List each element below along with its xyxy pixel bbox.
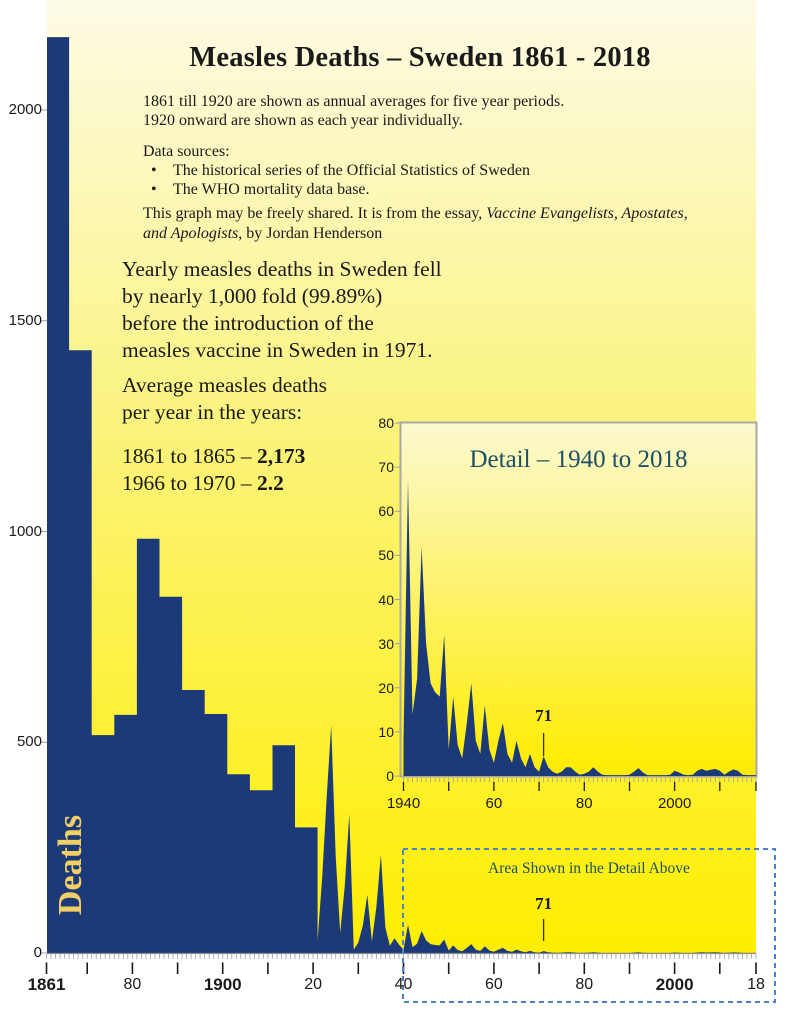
detail-x-tick-label: 1940 <box>386 795 421 812</box>
detail-x-tick-label: 60 <box>485 795 503 812</box>
page-title: Measles Deaths – Sweden 1861 - 2018 <box>189 42 651 73</box>
detail-x-tick-label: 2000 <box>657 795 692 812</box>
note-line-2: 1920 onward are shown as each year individually. <box>143 112 463 129</box>
average-row-period: 1966 to 1970 – <box>122 471 257 495</box>
main-x-tick-label: 1861 <box>27 975 66 994</box>
main-y-tick-label: 1000 <box>8 522 42 540</box>
main-x-tick-label: 60 <box>484 976 503 993</box>
statement-line: before the introduction of the <box>122 311 374 335</box>
averages-intro-line: per year in the years: <box>122 400 303 424</box>
average-row-value: 2.2 <box>256 471 284 495</box>
detail-y-tick-label: 30 <box>378 635 394 652</box>
data-sources-label: Data sources: <box>143 143 230 160</box>
main-y-tick-label: 2000 <box>8 101 42 118</box>
detail-annotation-label-1971: 71 <box>535 706 553 725</box>
average-row-value: 2,173 <box>256 444 306 468</box>
detail-y-tick-label: 60 <box>378 503 394 520</box>
main-x-tick-label: 2000 <box>655 975 694 994</box>
detail-y-tick-label: 50 <box>378 547 394 564</box>
main-x-tick-label: 80 <box>123 976 142 993</box>
detail-x-tick-label: 80 <box>575 795 593 812</box>
average-row <box>122 470 442 496</box>
data-source-item: • The historical series of the Official Statistics of Sweden <box>143 161 713 180</box>
average-row-period: 1861 to 1865 – <box>122 444 257 468</box>
main-y-tick-label: 0 <box>33 944 42 961</box>
main-x-tick-label: 1900 <box>203 975 242 994</box>
main-x-minor-ticks <box>47 954 757 959</box>
y-axis-title: Deaths <box>52 814 89 916</box>
main-x-tick-label: 80 <box>575 976 594 993</box>
detail-y-tick-label: 40 <box>378 591 394 608</box>
detail-y-tick-label: 70 <box>378 459 394 476</box>
statement-line: Yearly measles deaths in Sweden fell <box>122 257 442 281</box>
average-row <box>122 443 442 469</box>
main-y-tick-label: 500 <box>16 733 42 751</box>
main-y-tick-label: 1500 <box>8 311 42 329</box>
statement-line: by nearly 1,000 fold (99.89%) <box>122 284 383 308</box>
essay-title: Vaccine Evangelists, Apostates, and Apologists <box>143 205 688 242</box>
main-annotation-label-1971: 71 <box>535 894 553 913</box>
share-note <box>143 204 699 243</box>
detail-y-tick-label: 0 <box>386 768 394 784</box>
detail-y-tick-label: 20 <box>378 679 394 696</box>
note-line-1: 1861 till 1920 are shown as annual averages for five year periods. <box>143 93 565 110</box>
statement-line: measles vaccine in Sweden in 1971. <box>122 338 433 362</box>
detail-y-tick-label: 10 <box>378 723 394 740</box>
detail-y-tick-label: 80 <box>378 415 394 431</box>
averages-intro-line: Average measles deaths <box>122 373 327 397</box>
main-x-tick-label: 40 <box>394 976 413 993</box>
share-note-prefix: This graph may be freely shared. It is from the essay, <box>143 205 487 222</box>
share-note-suffix: , by Jordan Henderson <box>238 224 383 242</box>
data-source-item: • The WHO mortality data base. <box>143 180 713 199</box>
detail-chart-title: Detail – 1940 to 2018 <box>469 446 688 473</box>
main-x-tick-label: 20 <box>304 976 322 993</box>
area-box-label: Area Shown in the Detail Above <box>488 860 690 877</box>
main-x-major-ticks <box>47 963 757 975</box>
main-x-tick-label: 18 <box>747 976 765 993</box>
